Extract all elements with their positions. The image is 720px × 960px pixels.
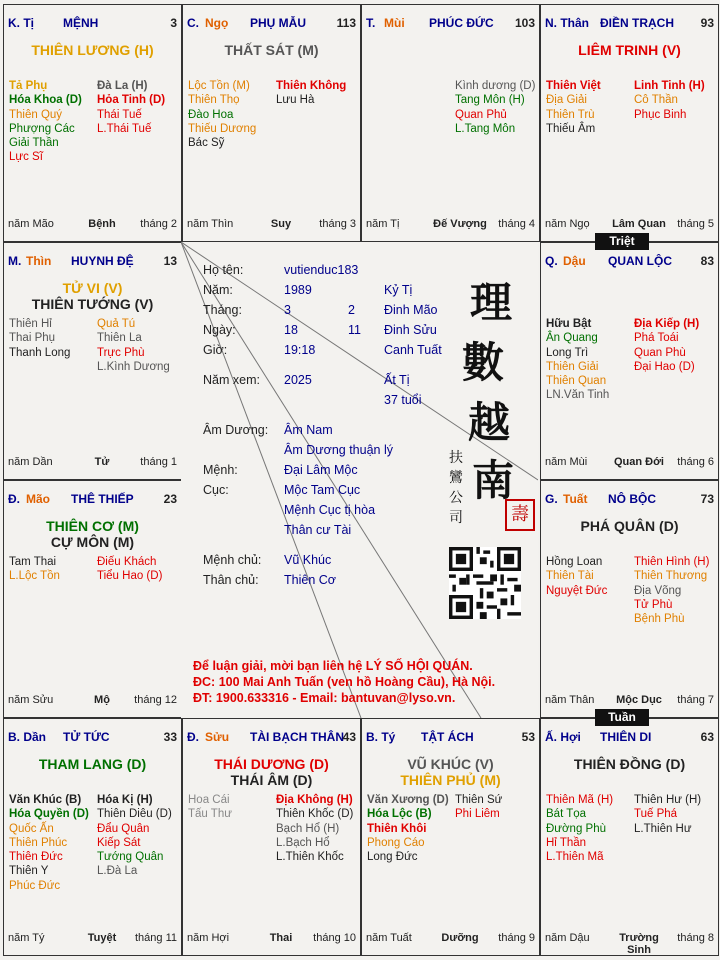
palace-header (545, 16, 714, 32)
palace-number: 13 (163, 254, 177, 268)
star-item: Hỉ Thần (546, 836, 587, 849)
left-stars (546, 555, 607, 598)
label-ngay: Ngày: (203, 323, 236, 337)
main-star: THẤT SÁT (M) (224, 42, 319, 58)
palace-tu-tuc[interactable] (3, 718, 182, 956)
palace-name: NÔ BỘC (608, 492, 656, 506)
palace-phuc-duc[interactable] (361, 4, 540, 242)
palace-stage: Mộc Dục (616, 694, 662, 706)
palace-number: 93 (700, 16, 714, 30)
palace-header (187, 16, 356, 32)
star-item: Đại Hao (D) (634, 360, 695, 373)
value-thang: 3 (284, 303, 291, 317)
calligraphy-char-3: 越 (468, 398, 511, 447)
star-item: Địa Giải (546, 94, 587, 107)
value-nam-xem: 2025 (284, 373, 312, 387)
palace-year: năm Tuất (366, 932, 412, 944)
star-item: Thiên Hình (H) (634, 556, 710, 568)
value-cuc: Mộc Tam Cục (284, 483, 361, 497)
star-item: Hóa Quyền (D) (9, 808, 89, 821)
star-item: Thiên Phúc (9, 836, 68, 849)
palace-can: Ngọ (205, 16, 229, 30)
main-star: THIÊN PHỦ (M) (400, 772, 501, 788)
palace-stage: Tuyệt (87, 932, 117, 944)
palace-year: năm Tý (8, 932, 45, 944)
star-item: Thiên Khôi (367, 822, 427, 835)
palace-month: tháng 12 (134, 694, 177, 706)
star-item: Kiếp Sát (97, 836, 141, 849)
value-ngay-can-chi: Đinh Sửu (384, 323, 437, 337)
palace-number: 33 (163, 730, 177, 744)
right-stars (97, 79, 165, 136)
star-item: Cô Thần (634, 94, 678, 107)
palace-stage: Đế Vượng (433, 218, 487, 230)
main-star: TỬ VI (V) (62, 280, 123, 296)
star-item: Thiên Sứ (455, 794, 503, 806)
star-item: Thiên La (97, 332, 142, 345)
palace-branch: Đ. (187, 730, 199, 744)
right-stars (97, 555, 162, 584)
contact-address: ĐC: 100 Mai Anh Tuấn (ven hồ Hoàng Cầu), Hà Nội. (193, 675, 496, 689)
palace-branch: N. Thân (545, 16, 589, 30)
label-thang: Tháng: (203, 303, 242, 317)
value-thang-am: 2 (348, 303, 355, 317)
side-char-4: 司 (449, 510, 463, 526)
palace-month: tháng 2 (140, 218, 177, 230)
palace-can: Mùi (384, 16, 405, 30)
palace-name: TẬT ÁCH (421, 730, 474, 744)
value-ngay: 18 (284, 323, 298, 337)
palace-month: tháng 1 (140, 456, 177, 468)
star-item: Lực Sĩ (9, 151, 43, 164)
star-item: Quốc Ấn (9, 822, 54, 835)
main-star: THIÊN ĐỒNG (D) (573, 756, 686, 772)
star-item: L.Thiên Khốc (276, 851, 344, 864)
palace-header (187, 730, 356, 746)
palace-month: tháng 11 (134, 932, 177, 944)
star-item: Hoa Cái (188, 794, 230, 806)
star-item: Hóa Kị (H) (97, 794, 153, 806)
star-item: Hữu Bật (546, 318, 592, 330)
star-item: Long Đức (367, 851, 418, 864)
palace-tat-ach[interactable] (361, 718, 540, 956)
star-item: Bác Sỹ (188, 137, 225, 150)
side-char-1: 扶 (449, 450, 463, 466)
star-item: Thiên Trù (546, 108, 595, 121)
star-item: Tướng Quân (97, 851, 164, 864)
palace-stage: Trường Sinh (619, 932, 659, 956)
star-item: Văn Khúc (B) (9, 794, 82, 806)
right-stars (97, 793, 172, 879)
calligraphy-char-2: 數 (462, 338, 505, 387)
star-item: L.Tang Môn (455, 122, 516, 135)
star-item: Thiên Diêu (D) (97, 808, 172, 821)
palace-stage: Tử (94, 456, 110, 468)
star-item: Trực Phù (97, 346, 145, 359)
palace-year: năm Hợi (187, 932, 230, 944)
palace-name: MỆNH (63, 16, 99, 30)
star-item: Hỏa Tinh (D) (97, 94, 166, 107)
star-item: Địa Không (H) (276, 794, 353, 806)
star-item: Địa Kiếp (H) (634, 318, 700, 330)
value-gio: 19:18 (284, 343, 316, 357)
palace-number: 83 (700, 254, 714, 268)
star-item: Thiên Quý (9, 108, 63, 121)
star-item: Quan Phủ (455, 108, 507, 121)
star-item: Linh Tinh (H) (634, 80, 705, 92)
main-star: LIÊM TRINH (V) (578, 42, 681, 58)
star-item: Văn Xương (D) (367, 794, 449, 806)
value-am-duong-2: Âm Dương thuận lý (284, 443, 393, 457)
left-stars (9, 317, 70, 360)
star-item: Phá Toái (634, 332, 679, 345)
palace-footer (545, 218, 714, 232)
left-stars (367, 793, 449, 864)
star-item: Thanh Long (9, 346, 71, 359)
palace-month: tháng 5 (677, 218, 714, 230)
palace-stage: Lâm Quan (612, 218, 666, 230)
palace-branch: M. (8, 254, 22, 268)
value-tuoi: 37 tuổi (384, 393, 422, 407)
star-item: Đường Phù (546, 822, 606, 835)
palace-footer (366, 218, 535, 232)
palace-year: năm Thìn (187, 218, 234, 230)
star-item: Tử Phù (634, 598, 673, 611)
value-ho-ten: vutienduc183 (284, 263, 359, 277)
star-item: Đẩu Quân (97, 822, 150, 835)
palace-month: tháng 9 (498, 932, 535, 944)
right-stars (455, 79, 535, 136)
star-item: Giải Thần (9, 137, 59, 150)
value-nam-can-chi: Kỷ Tị (384, 283, 413, 297)
palace-can: Dậu (563, 254, 586, 268)
side-char-2: 鸞 (449, 470, 463, 486)
star-item: Lộc Tồn (M) (188, 80, 250, 92)
palace-year: năm Tị (366, 218, 400, 230)
palace-header (366, 16, 535, 32)
star-item: Hóa Lộc (B) (367, 808, 432, 821)
palace-number: 3 (170, 16, 177, 30)
star-item: Hồng Loan (546, 556, 603, 568)
palace-branch: Ấ. Hợi (545, 730, 581, 744)
label-cuc: Cục: (203, 483, 229, 497)
right-stars (455, 793, 502, 822)
star-item: Bát Tọa (546, 808, 587, 821)
palace-year: năm Sửu (8, 694, 54, 706)
left-stars (546, 317, 609, 403)
star-item: L.Bạch Hổ (276, 836, 330, 849)
star-item: Phi Liêm (455, 808, 500, 821)
main-star: THIÊN LƯƠNG (H) (31, 42, 154, 58)
star-item: Tiểu Hao (D) (97, 570, 163, 583)
star-item: Thiên Khốc (D) (276, 808, 354, 821)
left-stars (9, 555, 60, 584)
star-item: Thái Tuế (97, 108, 142, 121)
palace-can: Mão (26, 492, 50, 506)
value-than-chu: Thiên Cơ (284, 573, 336, 587)
palace-footer (8, 932, 177, 946)
qr-code[interactable] (449, 547, 521, 619)
star-item: L.Lộc Tồn (9, 570, 60, 583)
palace-phu-mau[interactable] (182, 4, 361, 242)
tuan-tag: Tuần (595, 709, 649, 726)
main-star: CỰ MÔN (M) (50, 534, 135, 550)
star-item: Đà La (H) (97, 80, 148, 92)
palace-can: Thìn (26, 254, 52, 268)
palace-dien-trach[interactable] (540, 4, 719, 242)
value-thang-can-chi: Đinh Mão (384, 303, 438, 317)
palace-footer (187, 932, 356, 946)
palace-header (8, 492, 177, 508)
value-menh: Đại Lâm Mộc (284, 463, 358, 477)
value-gio-can-chi: Canh Tuất (384, 343, 442, 357)
palace-name: THÊ THIẾP (71, 492, 134, 506)
palace-branch: B. Dần (8, 730, 47, 744)
palace-number: 53 (521, 730, 535, 744)
label-menh-chu: Mệnh chủ: (203, 553, 262, 567)
palace-the-thiep[interactable] (3, 480, 182, 718)
left-stars (546, 793, 613, 864)
palace-year: năm Mão (8, 218, 54, 230)
palace-name: THIÊN DI (600, 730, 652, 744)
star-item: Nguyệt Đức (546, 584, 608, 597)
palace-number: 103 (514, 16, 535, 30)
palace-name: TỬ TỨC (63, 730, 110, 744)
palace-tai-bach[interactable] (182, 718, 361, 956)
star-item: L.Thái Tuế (97, 122, 152, 135)
palace-stage: Bệnh (88, 218, 116, 230)
star-item: L.Kình Dương (97, 360, 170, 373)
value-cuc-2: Mệnh Cục tị hòa (284, 503, 376, 517)
star-item: Thiên Y (9, 865, 49, 878)
star-item: Tả Phụ (9, 80, 48, 92)
palace-year: năm Ngọ (545, 218, 590, 230)
star-item: Tam Thai (9, 556, 57, 568)
palace-header (8, 730, 177, 746)
palace-stage: Thai (269, 932, 293, 944)
center-panel (181, 242, 538, 718)
palace-year: năm Thân (545, 694, 595, 706)
label-menh: Mệnh: (203, 463, 238, 477)
star-item: Tấu Thư (188, 808, 232, 821)
palace-stage: Mộ (94, 694, 110, 706)
star-item: Tuế Phá (634, 808, 678, 821)
star-item: L.Thiên Mã (546, 851, 604, 864)
star-item: Phục Binh (634, 108, 687, 121)
palace-header (545, 730, 714, 746)
star-item: Thiên Hỉ (9, 318, 52, 330)
triet-tag: Triệt (595, 233, 649, 250)
right-stars (634, 793, 701, 836)
star-item: Tang Môn (H) (455, 94, 525, 107)
star-item: Thiên Tài (546, 570, 594, 583)
value-nam-xem-can-chi: Ất Tị (384, 373, 410, 387)
palace-menh[interactable] (3, 4, 182, 242)
star-item: Thiên Đức (9, 851, 63, 864)
palace-month: tháng 8 (677, 932, 714, 944)
star-item: Thiên Không (276, 80, 347, 92)
palace-name: TÀI BẠCH THÂN (250, 730, 344, 744)
left-stars (9, 79, 82, 165)
palace-branch: Đ. (8, 492, 20, 506)
star-item: Điếu Khách (97, 556, 157, 568)
right-stars (276, 793, 353, 864)
palace-year: năm Dần (8, 456, 53, 468)
star-item: Thiếu Âm (546, 122, 596, 135)
palace-header (545, 492, 714, 508)
label-gio: Giờ: (203, 343, 228, 357)
right-stars (634, 317, 699, 374)
star-item: Hóa Khoa (D) (9, 94, 82, 107)
palace-number: 23 (163, 492, 177, 506)
palace-number: 43 (342, 730, 356, 744)
main-star: THIÊN TƯỚNG (V) (31, 296, 154, 312)
star-item: L.Đà La (97, 865, 138, 878)
main-star: THIÊN CƠ (M) (46, 518, 139, 534)
side-char-3: 公 (449, 490, 463, 506)
star-item: Thiên Việt (546, 80, 601, 92)
star-item: Thiên Hư (H) (634, 794, 702, 806)
star-item: Thiên Mã (H) (546, 794, 614, 806)
palace-stage: Dưỡng (441, 932, 479, 944)
label-am-duong: Âm Dương: (203, 423, 269, 437)
main-star: THAM LANG (D) (38, 756, 147, 772)
main-star: PHÁ QUÂN (D) (580, 518, 679, 534)
main-star: VŨ KHÚC (V) (407, 756, 494, 772)
palace-header (8, 16, 177, 32)
palace-footer (8, 694, 177, 708)
palace-branch: B. Tý (366, 730, 396, 744)
palace-month: tháng 6 (677, 456, 714, 468)
star-item: Thiên Quan (546, 375, 607, 388)
label-nam: Năm: (203, 283, 233, 297)
palace-header (545, 254, 714, 270)
star-item: Thiên Thọ (188, 94, 240, 107)
star-item: Long Trì (546, 346, 589, 359)
right-stars (97, 317, 170, 374)
star-item: Thiên Giải (546, 360, 599, 373)
star-item: Đào Hoa (188, 108, 234, 121)
value-am-duong: Âm Nam (284, 423, 333, 437)
right-stars (634, 79, 705, 122)
palace-month: tháng 10 (313, 932, 356, 944)
star-item: Thiếu Dương (188, 122, 257, 135)
palace-branch: G. (545, 492, 558, 506)
star-item: Phúc Đức (9, 879, 61, 892)
palace-number: 73 (700, 492, 714, 506)
palace-footer (545, 932, 714, 956)
palace-stage: Suy (270, 218, 292, 230)
value-nam: 1989 (284, 283, 312, 297)
star-item: Quả Tú (97, 318, 136, 330)
value-menh-chu: Vũ Khúc (284, 553, 332, 567)
star-item: Quan Phù (634, 346, 686, 359)
palace-name: PHỤ MẪU (250, 16, 306, 30)
palace-month: tháng 4 (498, 218, 535, 230)
palace-number: 63 (700, 730, 714, 744)
star-item: Bạch Hổ (H) (276, 822, 340, 835)
palace-branch: Q. (545, 254, 558, 268)
right-stars (276, 79, 346, 108)
label-ho-ten: Họ tên: (203, 263, 244, 277)
palace-name: PHÚC ĐỨC (429, 16, 494, 30)
palace-branch: K. Tị (8, 16, 34, 30)
palace-can: Sửu (205, 730, 230, 744)
left-stars (188, 793, 232, 822)
value-ngay-am: 11 (348, 323, 361, 337)
palace-huynh-de[interactable] (3, 242, 182, 480)
main-star: THÁI ÂM (D) (230, 772, 313, 788)
palace-can: Tuất (563, 492, 588, 506)
palace-year: năm Dậu (545, 932, 590, 944)
left-stars (546, 79, 601, 136)
palace-no-boc[interactable] (540, 480, 719, 718)
palace-number: 113 (336, 16, 356, 30)
red-seal-stamp: 壽 (505, 499, 535, 531)
palace-header (8, 254, 177, 270)
palace-quan-loc[interactable] (540, 242, 719, 480)
palace-footer (545, 456, 714, 470)
left-stars (9, 793, 89, 893)
palace-footer (187, 218, 356, 232)
star-item: Kình dương (D) (455, 80, 536, 92)
palace-name: HUYNH ĐỆ (71, 254, 134, 268)
star-item: Phượng Các (9, 122, 75, 135)
star-item: Thai Phụ (9, 332, 56, 345)
palace-footer (8, 218, 177, 232)
label-nam-xem: Năm xem: (203, 373, 260, 387)
palace-footer (366, 932, 535, 946)
palace-footer (8, 456, 177, 470)
calligraphy-char-4: 南 (472, 456, 515, 505)
palace-branch: T. (366, 16, 376, 30)
star-item: Phong Cáo (367, 836, 425, 849)
star-item: Địa Võng (634, 584, 682, 597)
contact-phone-email[interactable]: ĐT: 1900.633316 - Email: bantuvan@lyso.vn. (193, 691, 456, 705)
contact-line-1: Để luận giải, mời bạn liên hệ LÝ SỐ HỘI QUÁN. (193, 659, 473, 673)
star-item: LN.Văn Tinh (546, 389, 610, 402)
value-cuc-3: Thân cư Tài (284, 523, 352, 537)
main-star: THÁI DƯƠNG (D) (214, 756, 329, 772)
star-item: Bệnh Phù (634, 613, 685, 626)
right-stars (634, 555, 709, 626)
star-item: Lưu Hà (276, 94, 315, 107)
palace-header (366, 730, 535, 746)
left-stars (188, 79, 256, 150)
label-than-chu: Thân chủ: (203, 573, 259, 587)
palace-stage: Quan Đới (614, 456, 664, 468)
star-item: L.Thiên Hư (634, 822, 692, 835)
star-item: Thiên Thương (634, 570, 708, 583)
palace-month: tháng 7 (677, 694, 714, 706)
palace-name: QUAN LỘC (608, 254, 672, 268)
star-item: Ân Quang (546, 332, 598, 345)
calligraphy-char-1: 理 (470, 278, 513, 327)
palace-name: ĐIỀN TRẠCH (600, 16, 674, 30)
palace-branch: C. (187, 16, 199, 30)
palace-footer (545, 694, 714, 708)
palace-thien-di[interactable] (540, 718, 719, 956)
palace-month: tháng 3 (319, 218, 356, 230)
palace-year: năm Mùi (545, 456, 588, 468)
